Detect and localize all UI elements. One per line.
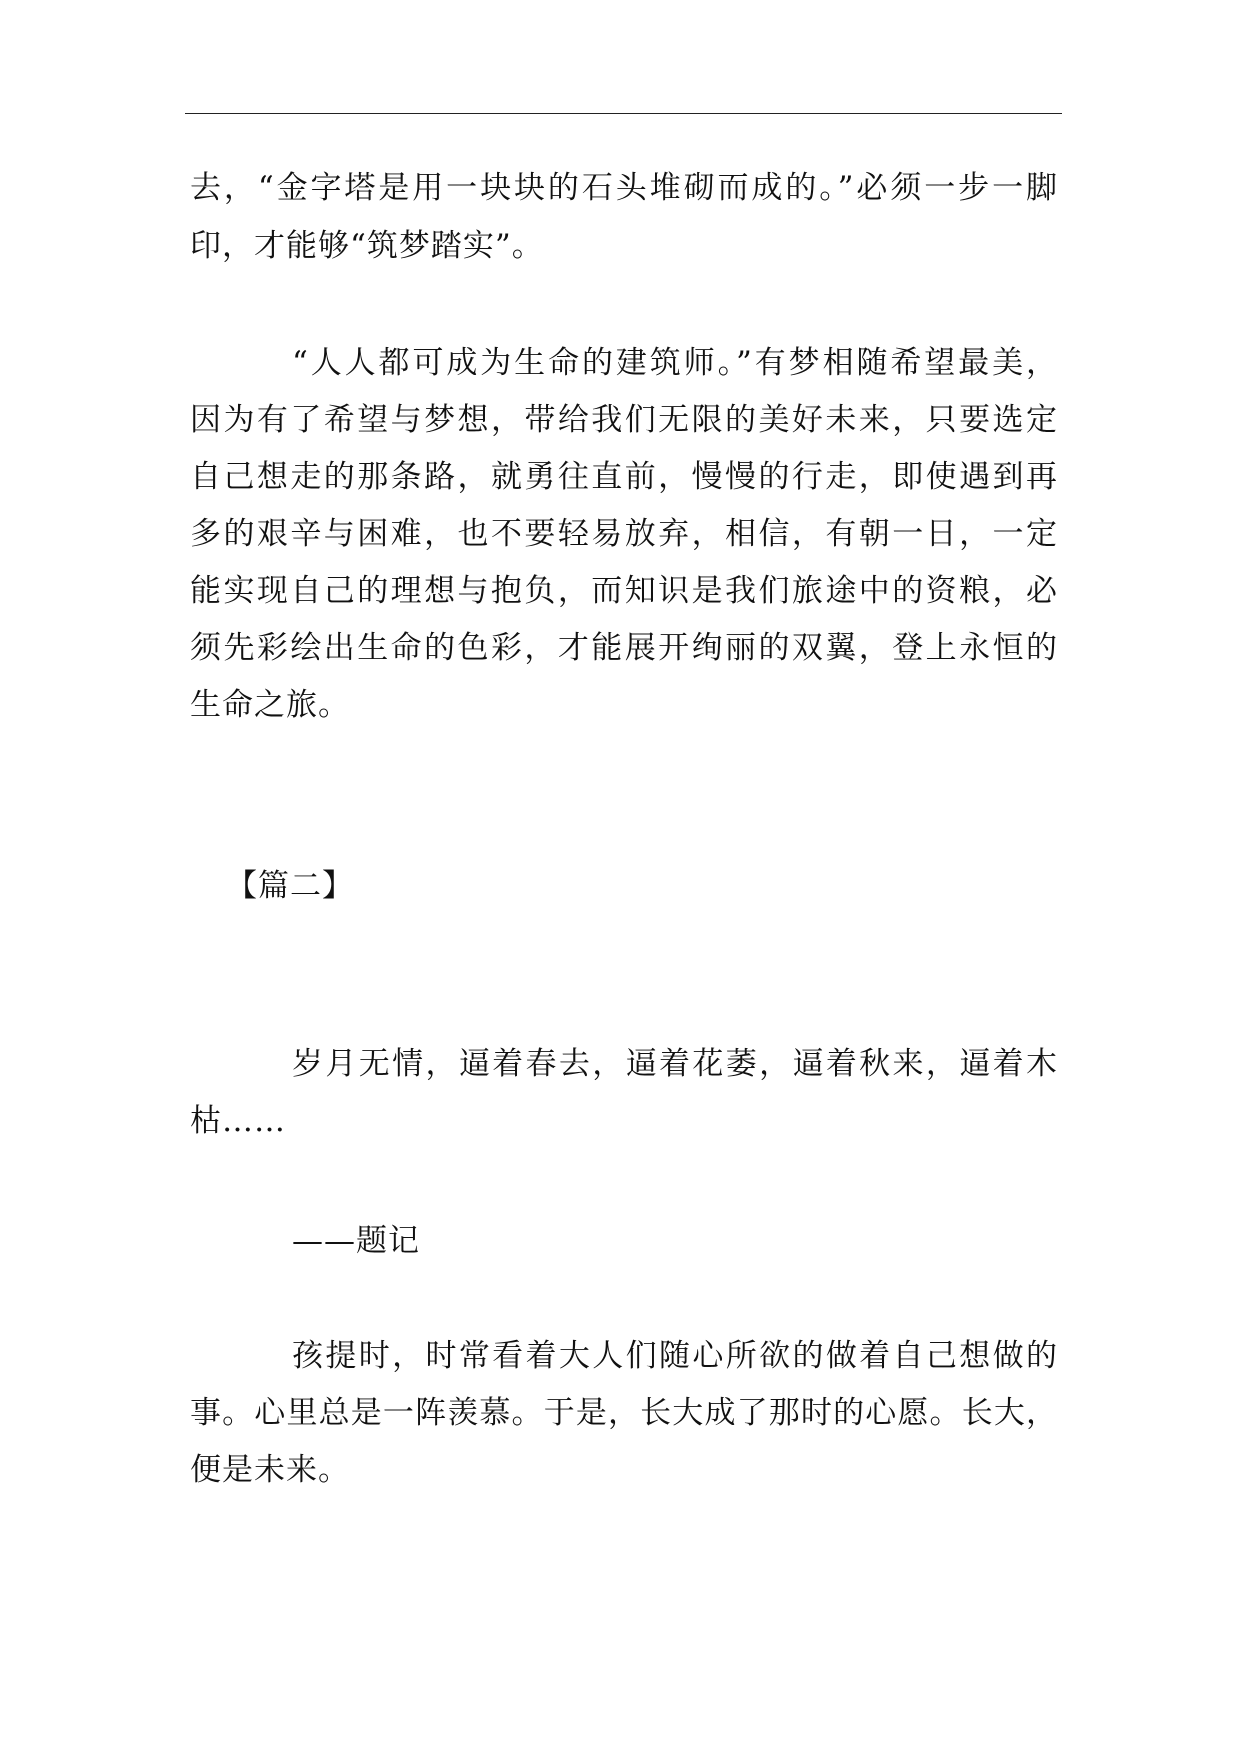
paragraph-line: 印，才能够“筑梦踏实”。 bbox=[190, 228, 544, 264]
paragraph-line: “人人都可成为生命的建筑师。”有梦相随希望最美， bbox=[292, 345, 1058, 381]
epigraph-line: 岁月无情，逼着春去，逼着花萎，逼着秋来，逼着木 bbox=[292, 1046, 1058, 1082]
paragraph-line: 便是未来。 bbox=[190, 1452, 350, 1488]
paragraph-line: 孩提时，时常看着大人们随心所欲的做着自己想做的 bbox=[292, 1338, 1058, 1374]
paragraph-line: 自己想走的那条路，就勇往直前，慢慢的行走，即使遇到再 bbox=[190, 459, 1058, 495]
paragraph-line: 去，“金字塔是用一块块的石头堆砌而成的。”必须一步一脚 bbox=[190, 170, 1058, 206]
header-rule bbox=[185, 113, 1062, 114]
paragraph-line: 多的艰辛与困难，也不要轻易放弃，相信，有朝一日，一定 bbox=[190, 516, 1058, 552]
paragraph-line: 生命之旅。 bbox=[190, 687, 350, 723]
epigraph-attribution: ——题记 bbox=[292, 1223, 420, 1259]
paragraph-line: 须先彩绘出生命的色彩，才能展开绚丽的双翼，登上永恒的 bbox=[190, 630, 1058, 666]
epigraph-line: 枯…… bbox=[190, 1103, 286, 1139]
paragraph-line: 事。心里总是一阵羡慕。于是，长大成了那时的心愿。长大， bbox=[190, 1395, 1058, 1431]
section-heading: 【篇二】 bbox=[226, 868, 354, 904]
paragraph-line: 因为有了希望与梦想，带给我们无限的美好未来，只要选定 bbox=[190, 402, 1058, 438]
paragraph-line: 能实现自己的理想与抱负，而知识是我们旅途中的资粮，必 bbox=[190, 573, 1058, 609]
